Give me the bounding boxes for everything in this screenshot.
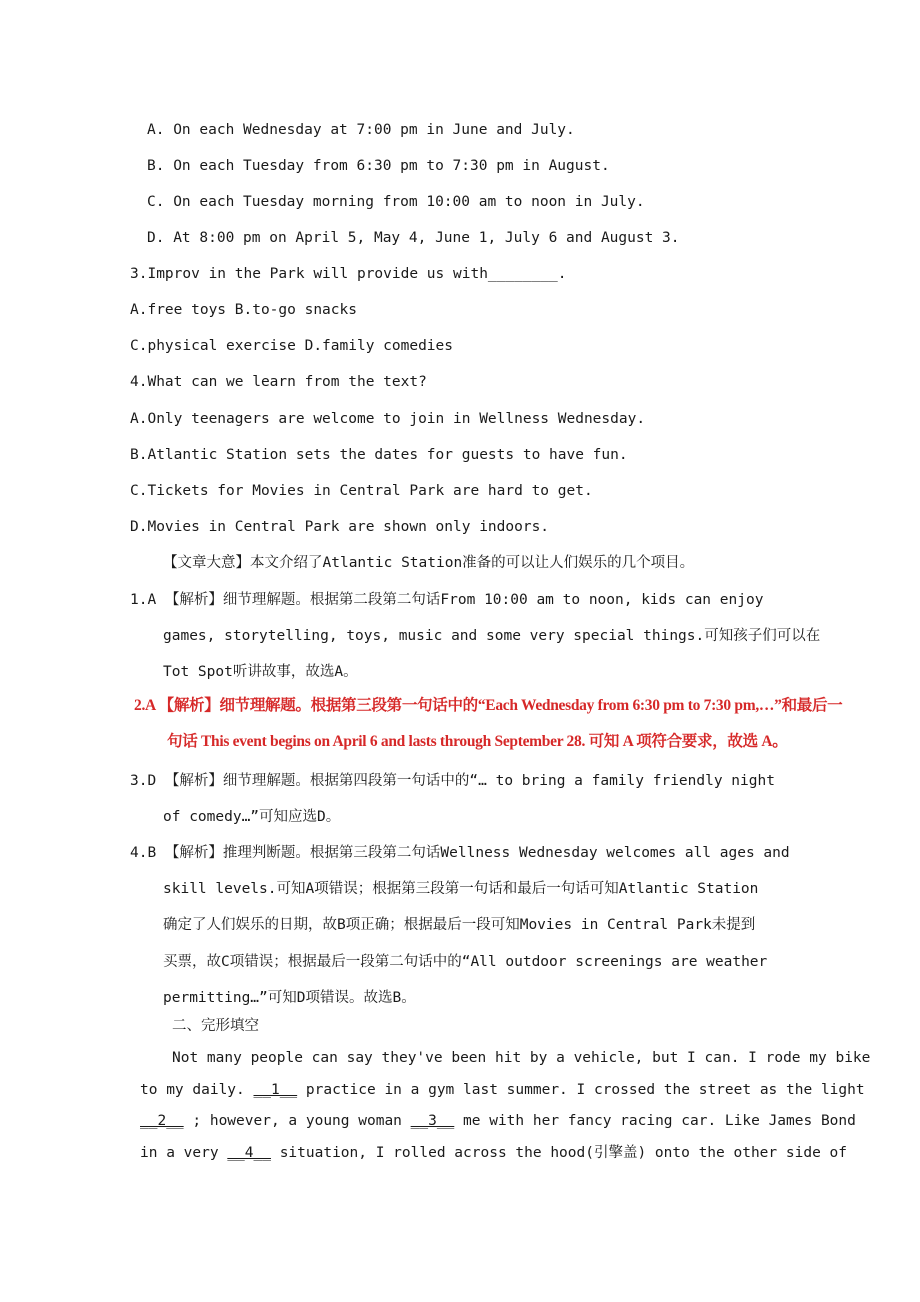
answer-4-line-3: 确定了人们娱乐的日期，故B项正确；根据最后一段可知Movies in Central Park未提到	[163, 917, 756, 933]
q4-option-a: A.Only teenagers are welcome to join in Wellness Wednesday.	[130, 411, 646, 427]
section-heading: 二、完形填空	[172, 1018, 259, 1034]
answer-3-line-2: of comedy…”可知应选D。	[163, 809, 341, 825]
q4-option-b: B.Atlantic Station sets the dates for guests to have fun.	[130, 447, 628, 463]
cloze-line-4	[140, 1143, 847, 1163]
cloze-line-2	[140, 1080, 865, 1100]
cloze-line-3	[140, 1111, 856, 1131]
q4-option-c: C.Tickets for Movies in Central Park are hard to get.	[130, 483, 593, 499]
cloze-text: situation, I rolled across the hood(引擎盖) onto the other side of	[270, 1145, 847, 1161]
q3-options-cd: C.physical exercise D.family comedies	[130, 338, 454, 354]
answer-3-line-1: 3.D 【解析】细节理解题。根据第四段第一句话中的“… to bring a family friendly night	[130, 773, 775, 789]
cloze-text: in a very	[140, 1145, 228, 1161]
answer-2-line-2: 句话 This event begins on April 6 and lasts through September 28. 可知 A 项符合要求，故选 A。	[167, 733, 788, 750]
q3-options-ab: A.free toys B.to-go snacks	[130, 302, 357, 318]
cloze-blank-1: __1__	[253, 1082, 298, 1098]
answer-2-line-1: 2.A 【解析】细节理解题。根据第三段第一句话中的“Each Wednesday from 6:30 pm to 7:30 pm,…”和最后一	[134, 697, 843, 714]
q4-stem: 4.What can we learn from the text?	[130, 374, 427, 390]
q2-option-c: C. On each Tuesday morning from 10:00 am to noon in July.	[147, 194, 645, 210]
cloze-blank-3: __3__	[410, 1113, 455, 1129]
answer-4-line-1: 4.B 【解析】推理判断题。根据第三段第二句话Wellness Wednesday welcomes all ages and	[130, 845, 790, 861]
cloze-text: practice in a gym last summer. I crossed the street as the light	[297, 1082, 865, 1098]
q2-option-d: D. At 8:00 pm on April 5, May 4, June 1, July 6 and August 3.	[147, 230, 680, 246]
answer-4-line-4: 买票，故C项错误；根据最后一段第二句话中的“All outdoor screenings are weather	[163, 954, 768, 970]
answer-1-line-1: 1.A 【解析】细节理解题。根据第二段第二句话From 10:00 am to noon, kids can enjoy	[130, 592, 764, 608]
answer-4-line-5: permitting…”可知D项错误。故选B。	[163, 990, 416, 1006]
article-summary: 【文章大意】本文介绍了Atlantic Station准备的可以让人们娱乐的几个项目。	[163, 555, 695, 571]
q4-option-d: D.Movies in Central Park are shown only indoors.	[130, 519, 550, 535]
q2-option-a: A. On each Wednesday at 7:00 pm in June and July.	[147, 122, 575, 138]
answer-1-line-3: Tot Spot听讲故事，故选A。	[163, 664, 358, 680]
q2-option-b: B. On each Tuesday from 6:30 pm to 7:30 pm in August.	[147, 158, 610, 174]
answer-4-line-2: skill levels.可知A项错误；根据第三段第一句话和最后一句话可知Atlantic Station	[163, 881, 759, 897]
cloze-blank-2: __2__	[140, 1113, 184, 1129]
cloze-text: ; however, a young woman	[183, 1113, 411, 1129]
cloze-text: to my daily.	[140, 1082, 254, 1098]
cloze-text: me with her fancy racing car. Like James Bond	[454, 1113, 856, 1129]
cloze-blank-4: __4__	[227, 1145, 271, 1161]
q3-stem: 3.Improv in the Park will provide us with________.	[130, 266, 567, 282]
answer-1-line-2: games, storytelling, toys, music and some very special things.可知孩子们可以在	[163, 628, 821, 644]
cloze-line-1: Not many people can say they've been hit by a vehicle, but I can. I rode my bike	[172, 1050, 871, 1066]
